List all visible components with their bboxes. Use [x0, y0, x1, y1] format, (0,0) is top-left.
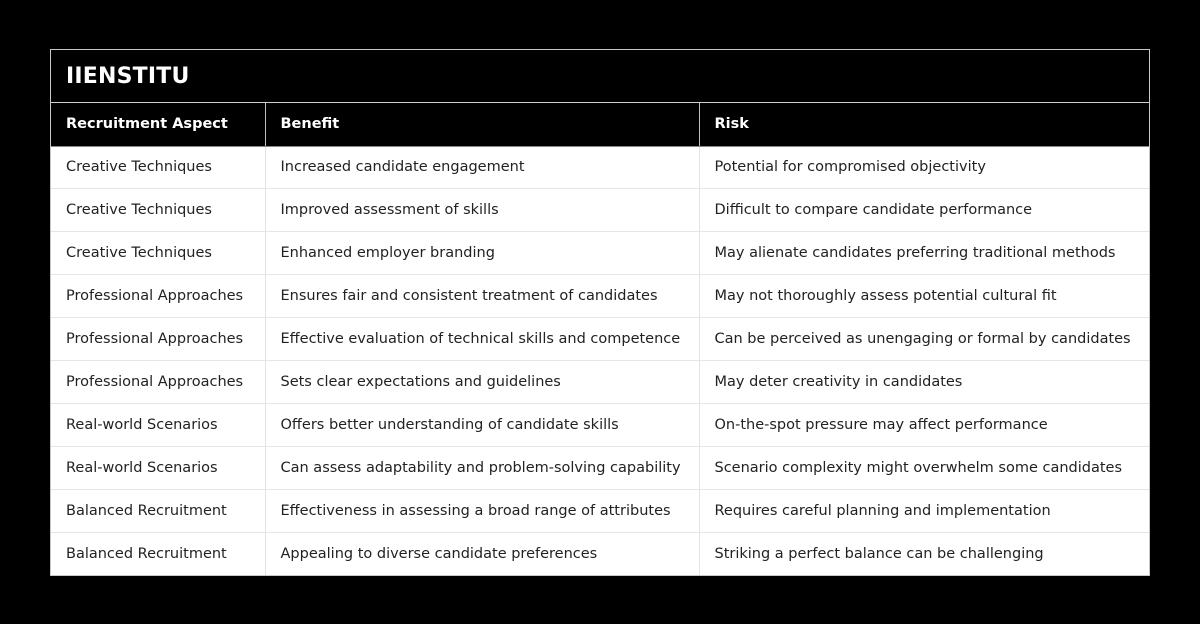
table-row — [51, 360, 1149, 403]
cell-risk: May alienate candidates preferring traditional methods — [699, 232, 1149, 275]
recruitment-table-card — [50, 49, 1150, 576]
cell-risk: Potential for compromised objectivity — [699, 146, 1149, 189]
cell-benefit: Can assess adaptability and problem-solving capability — [265, 446, 699, 489]
table-title: IIENSTITU — [51, 50, 1149, 103]
column-header-risk: Risk — [699, 103, 1149, 146]
cell-risk: Difficult to compare candidate performance — [699, 189, 1149, 232]
cell-aspect: Professional Approaches — [51, 318, 265, 361]
cell-risk: Requires careful planning and implementation — [699, 489, 1149, 532]
cell-risk: Can be perceived as unengaging or formal by candidates — [699, 318, 1149, 361]
cell-benefit: Effective evaluation of technical skills and competence — [265, 318, 699, 361]
cell-aspect: Balanced Recruitment — [51, 489, 265, 532]
table-row — [51, 446, 1149, 489]
cell-aspect: Real-world Scenarios — [51, 403, 265, 446]
cell-benefit: Improved assessment of skills — [265, 189, 699, 232]
table-row — [51, 232, 1149, 275]
column-header-aspect: Recruitment Aspect — [51, 103, 265, 146]
table-row — [51, 146, 1149, 189]
cell-risk: On-the-spot pressure may affect performance — [699, 403, 1149, 446]
cell-benefit: Increased candidate engagement — [265, 146, 699, 189]
cell-aspect: Professional Approaches — [51, 275, 265, 318]
cell-benefit: Enhanced employer branding — [265, 232, 699, 275]
cell-benefit: Ensures fair and consistent treatment of candidates — [265, 275, 699, 318]
header-row — [51, 103, 1149, 146]
table-row — [51, 489, 1149, 532]
cell-benefit: Effectiveness in assessing a broad range of attributes — [265, 489, 699, 532]
cell-aspect: Creative Techniques — [51, 189, 265, 232]
cell-aspect: Balanced Recruitment — [51, 532, 265, 575]
cell-benefit: Sets clear expectations and guidelines — [265, 360, 699, 403]
cell-risk: May deter creativity in candidates — [699, 360, 1149, 403]
cell-risk: Scenario complexity might overwhelm some candidates — [699, 446, 1149, 489]
table-row — [51, 189, 1149, 232]
cell-benefit: Offers better understanding of candidate skills — [265, 403, 699, 446]
table-row — [51, 403, 1149, 446]
cell-risk: May not thoroughly assess potential cultural fit — [699, 275, 1149, 318]
cell-aspect: Creative Techniques — [51, 232, 265, 275]
recruitment-table — [51, 103, 1149, 575]
table-row — [51, 532, 1149, 575]
table-row — [51, 275, 1149, 318]
cell-aspect: Creative Techniques — [51, 146, 265, 189]
cell-risk: Striking a perfect balance can be challenging — [699, 532, 1149, 575]
cell-aspect: Real-world Scenarios — [51, 446, 265, 489]
column-header-benefit: Benefit — [265, 103, 699, 146]
table-row — [51, 318, 1149, 361]
cell-aspect: Professional Approaches — [51, 360, 265, 403]
cell-benefit: Appealing to diverse candidate preferences — [265, 532, 699, 575]
